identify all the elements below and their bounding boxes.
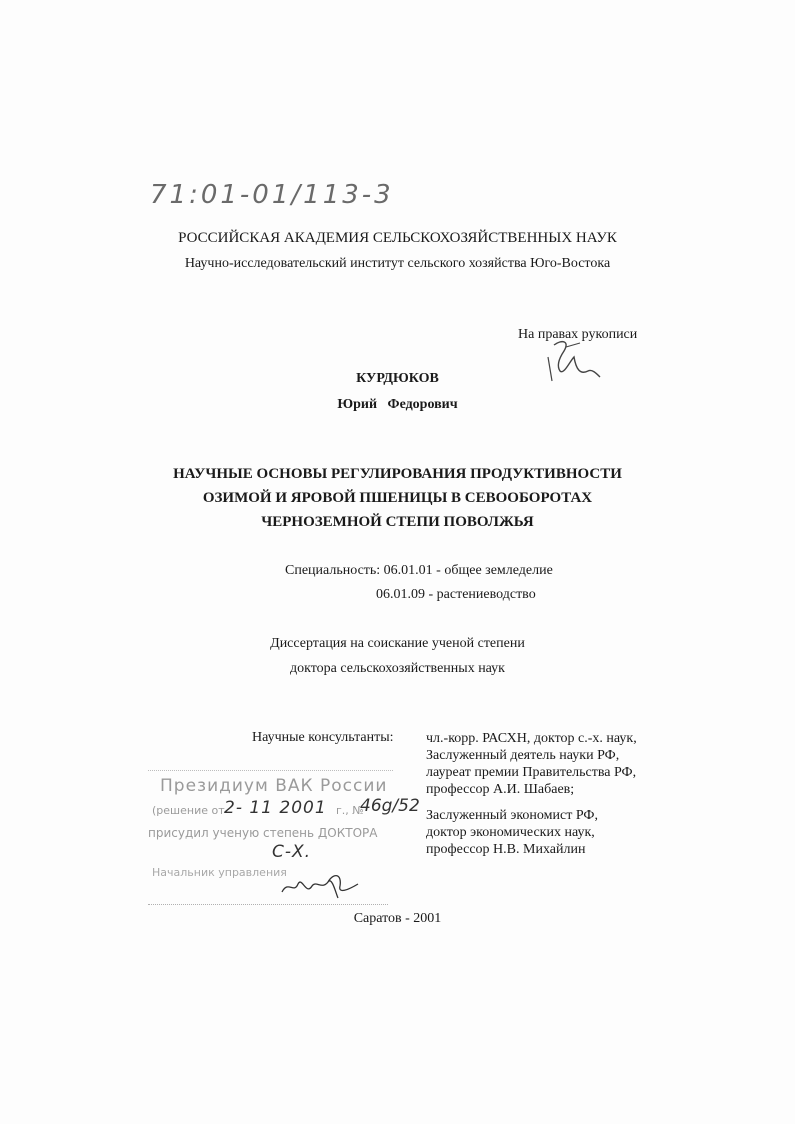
title-line-2: ОЗИМОЙ И ЯРОВОЙ ПШЕНИЦЫ В СЕВООБОРОТАХ	[202, 490, 593, 506]
dissertation-line-1: Диссертация на соискание ученой степени	[270, 636, 525, 651]
author-surname: КУРДЮКОВ	[356, 371, 439, 386]
vak-stamp	[148, 770, 420, 910]
consultant-2-line: Заслуженный экономист РФ,	[426, 808, 598, 823]
dissertation-line-2: доктора сельскохозяйственных наук	[289, 661, 505, 676]
consultant-1-line: чл.-корр. РАСХН, доктор с.-х. наук,	[426, 731, 637, 746]
academy-name: РОССИЙСКАЯ АКАДЕМИЯ СЕЛЬСКОХОЗЯЙСТВЕННЫХ НАУК	[178, 230, 617, 246]
rights-note: На правах рукописи	[518, 327, 638, 342]
stamp-border	[148, 770, 393, 775]
city-year: Саратов - 2001	[353, 911, 442, 926]
stamp-signature-image	[278, 868, 368, 904]
specialty-secondary: 06.01.09 - растениеводство	[376, 587, 536, 602]
consultant-1-line: Заслуженный деятель науки РФ,	[426, 748, 620, 763]
stamp-decision-prefix: (решение от	[152, 804, 225, 817]
stamp-handwritten-degree: С-Х.	[272, 842, 312, 862]
consultant-2-line: профессор Н.В. Михайлин	[426, 842, 586, 857]
author-name: Юрий Федорович	[337, 397, 458, 412]
consultant-1-line: лауреат премии Правительства РФ,	[426, 765, 637, 780]
consultant-2	[426, 807, 598, 858]
stamp-decision-date: 2- 11 2001	[224, 798, 327, 818]
stamp-decision-number: 46g/52	[360, 796, 420, 816]
stamp-bottom-line	[148, 904, 388, 905]
specialty-primary: Специальность: 06.01.01 - общее земледелие	[285, 563, 553, 578]
consultant-1-line: профессор А.И. Шабаев;	[426, 782, 575, 797]
title-line-3: ЧЕРНОЗЕМНОЙ СТЕПИ ПОВОЛЖЬЯ	[261, 514, 534, 530]
stamp-title: Президиум ВАК России	[160, 776, 388, 796]
consultants-label: Научные консультанты:	[252, 730, 394, 745]
stamp-year-suffix: г., №	[336, 804, 364, 817]
institute-name: Научно-исследовательский институт сельского хозяйства Юго-Востока	[184, 256, 611, 271]
title-line-1: НАУЧНЫЕ ОСНОВЫ РЕГУЛИРОВАНИЯ ПРОДУКТИВНОСТИ	[173, 466, 622, 482]
archive-code: 71:01-01/113-3	[150, 180, 394, 210]
stamp-head-label: Начальник управления	[152, 866, 287, 879]
consultant-1	[426, 730, 637, 798]
stamp-awarded: присудил ученую степень ДОКТОРА	[148, 826, 378, 840]
consultant-2-line: доктор экономических наук,	[426, 825, 595, 840]
